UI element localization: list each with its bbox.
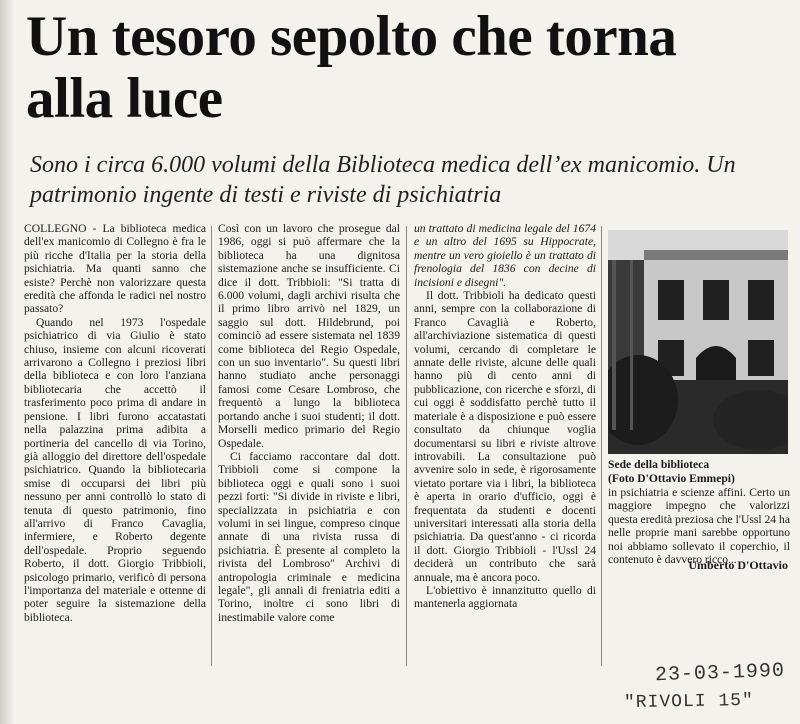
paragraph: Il dott. Tribbioli ha dedicato questi anni, sempre con la collaborazione di Franco Cavaglià e Roberto, all'archiviazione sistematica di questi volumi, cercando di completare le annate delle riviste, alcune delle quali hanno più di cento anni di pubblicazione, con ricerche e sforzi, di cui oggi è soddisfatto perchè tutto il materiale è a disposizione e può essere consultato da chiunque voglia documentarsi su libri e riviste altrove introvabili. La consultazione può avvenire solo in sede, è rigorosamente vietato portare via i libri, la biblioteca è aperta in orario d'ufficio, oggi è frequentata da studenti e docenti universitari interessati alla storia della psichiatria. Da quest'anno - ci ricorda il dott. Giorgio Tribbioli - l'Ussl 24 deciderà un contributo che sarà annuale, ma è ancora poco. (414, 289, 596, 584)
library-building-photo (608, 230, 788, 454)
article-column-4 (608, 486, 790, 566)
column-divider (406, 226, 407, 666)
article-column-1 (24, 222, 206, 624)
paragraph: Ci facciamo raccontare dal dott. Tribbioli come si compone la biblioteca oggi e quali sono i suoi pezzi forti: "Si divide in riviste e libri, specializzata in psichiatria e con volumi in sei lingue, compreso cinque annate di una rivista russa di psichiatria. È presente al completo la rivista del Lombroso" Archivi di antropologia criminale e medicina legale", gli annali di freniatria editi a Torino, inoltre ci sono libri di inestimabile valore come (218, 449, 400, 624)
subheadline: Sono i circa 6.000 volumi della Biblioteca medica dell’ex manicomio. Un patrimonio ingente di testi e riviste di psichiatria (30, 152, 736, 208)
building-illustration (608, 230, 788, 454)
caption-title: Sede della biblioteca (608, 458, 710, 471)
paragraph: Così con un lavoro che prosegue dal 1986, oggi si può affermare che la biblioteca ha una dignitosa sistemazione anche se insufficiente. Ci dice il dott. Tribbioli: "Si tratta di 6.000 volumi, dagli archivi risulta che il primo libro arrivò nel 1829, un saggio sul dott. Hildebrund, poi cominciò ad essere sistemata nel 1839 come biblioteca del Regio Ospedale, con un suo inventario". Su questi libri hanno studiato anche personaggi famosi come Cesare Lombroso, che frequentò a lungo la biblioteca portando anche i suoi studenti; il dott. Morselli medico primario del Regio Ospedale. (218, 222, 400, 450)
article-column-3 (414, 222, 596, 611)
handwritten-date: 23-03-1990 (654, 659, 786, 688)
scan-edge-shadow (0, 0, 14, 724)
article-column-2 (218, 222, 400, 624)
column-divider (601, 226, 602, 666)
handwritten-source: "RIVOLI 15" (623, 690, 754, 714)
paragraph: Quando nel 1973 l'ospedale psichiatrico di via Giulio è stato chiuso, insieme con alcuni ricoverati arrivarono a Collegno i preziosi libri della biblioteca e con loro l'anziana bibliotecaria che accettò il trasferimento poco prima di andare in pensione. I libri furono accatastati nella palazzina prima adibita a portineria del cancello di via Torino, già alloggio del direttore dell'ospedale psichiatrico. Quando la bibliotecaria smise di occuparsi dei libri più nessuno per anni controllò lo stato di tenuta di questo patrimonio, fino all'arrivo di Franco Cavaglia, infermiere, e Roberto degente dell'ospedale. Proprio seguendo Roberto, il dott. Giorgio Tribbioli, psicologo primario, verificò di persona l'importanza del materiale e ottenne di poter seguire la sistemazione della biblioteca. (24, 315, 206, 624)
photo-caption (608, 458, 788, 486)
caption-credit: (Foto D'Ottavio Emmepi) (608, 472, 735, 485)
column-divider (211, 226, 212, 666)
author-byline: Umberto D'Ottavio (688, 558, 788, 572)
paragraph: L'obiettivo è innanzitutto quello di mantenerla aggiornata (414, 583, 596, 611)
paragraph: in psichiatria e scienze affini. Certo un maggiore impegno che valorizzi questa eredità preziosa che l'Ussl 24 ha nelle proprie mani sarebbe opportuno noi abbiamo sollevato il coperchio, il contenuto è davvero ricco... (608, 486, 790, 567)
paragraph: COLLEGNO - La biblioteca medica dell'ex manicomio di Collegno è fra le più ricche d'Italia per la storia della psichiatria. Ma quanti sanno che esiste? Perchè non valorizzare questa eredità che affonda le radici nel nostro passato? (24, 222, 206, 316)
headline: Un tesoro sepolto che torna alla luce (26, 5, 677, 130)
paragraph: un trattato di medicina legale del 1674 e un altro del 1695 su Hippocrate, mentre un vero gioiello è un trattato di frenologia del 1836 con decine di incisioni e disegni". (414, 222, 596, 289)
